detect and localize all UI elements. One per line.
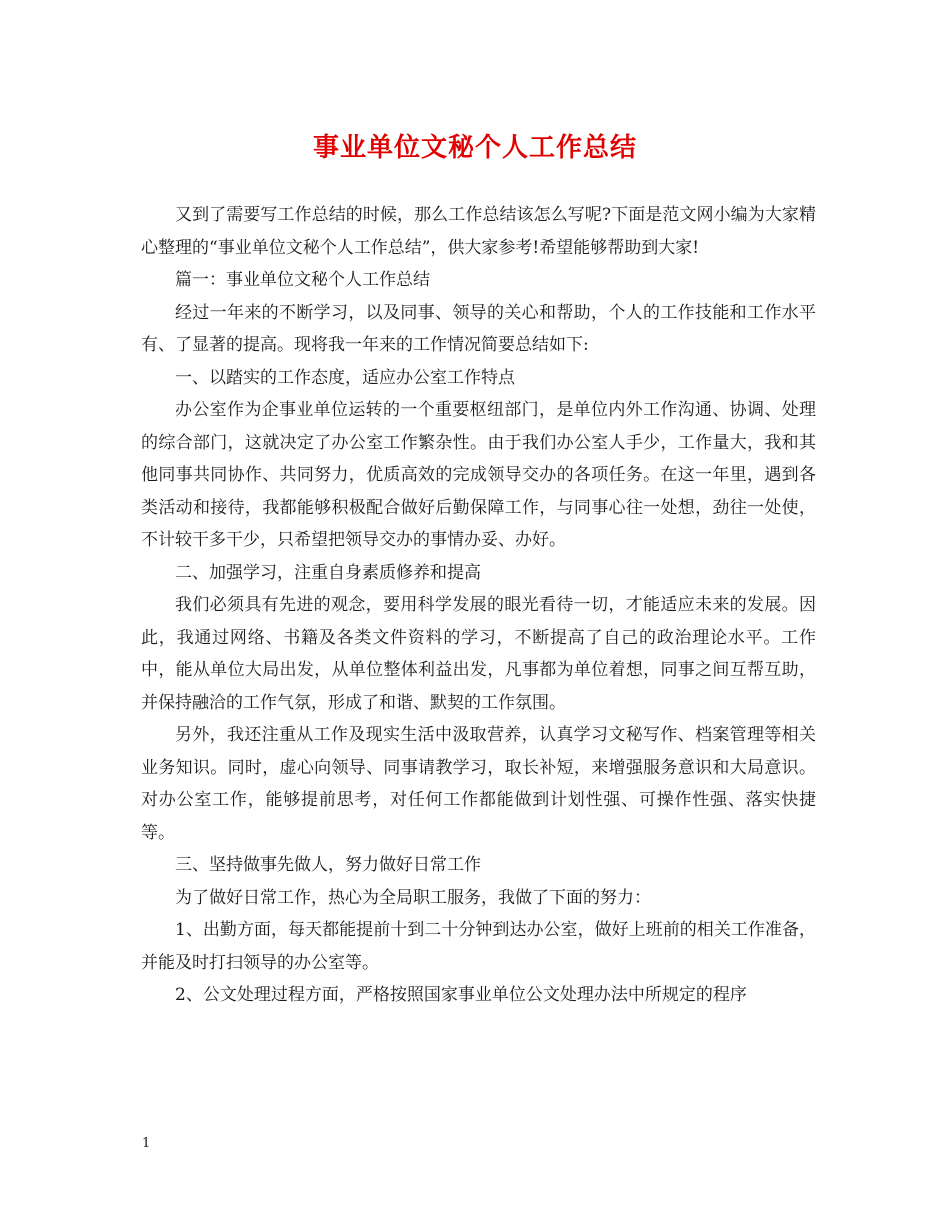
paragraph-section-heading-part-one: 篇一：事业单位文秘个人工作总结: [175, 270, 430, 290]
paragraph-intro: 又到了需要写工作总结的时候，那么工作总结该怎么写呢?下面是范文网小编为大家精心整理的“事业单位文秘个人工作总结”，供大家参考!希望能够帮助到大家!: [141, 205, 816, 258]
document-body: [141, 199, 816, 1012]
paragraph-item-document-handling: 2、公文处理过程方面，严格按照国家事业单位公文处理办法中所规定的程序: [175, 985, 747, 1005]
paragraph-item-attendance: 1、出勤方面，每天都能提前十到二十分钟到达办公室，做好上班前的相关工作准备，并能及时打扫领导的办公室等。: [141, 920, 816, 973]
paragraph-study: 我们必须具有先进的观念，要用科学发展的眼光看待一切，才能适应未来的发展。因此，我通过网络、书籍及各类文件资料的学习，不断提高了自己的政治理论水平。工作中，能从单位大局出发，从单位整体利益出发，凡事都为单位着想，同事之间互帮互助，并保持融洽的工作气氛，形成了和谐、默契的工作氛围。: [141, 595, 816, 713]
paragraph-overview: 经过一年来的不断学习，以及同事、领导的关心和帮助，个人的工作技能和工作水平有、了显著的提高。现将我一年来的工作情况简要总结如下:: [141, 302, 816, 355]
paragraph-heading-three: 三、坚持做事先做人，努力做好日常工作: [175, 855, 481, 875]
paragraph-office-work: 办公室作为企事业单位运转的一个重要枢纽部门，是单位内外工作沟通、协调、处理的综合部门，这就决定了办公室工作繁杂性。由于我们办公室人手少，工作量大，我和其他同事共同协作、共同努力，优质高效的完成领导交办的各项任务。在这一年里，遇到各类活动和接待，我都能够积极配合做好后勤保障工作，与同事心往一处想，劲往一处使，不计较干多干少，只希望把领导交办的事情办妥、办好。: [141, 400, 816, 550]
paragraph-heading-two: 二、加强学习，注重自身素质修养和提高: [175, 562, 481, 583]
paragraph-heading-one: 一、以踏实的工作态度，适应办公室工作特点: [175, 367, 515, 388]
document-title: 事业单位文秘个人工作总结: [312, 133, 637, 163]
paragraph-additional: 另外，我还注重从工作及现实生活中汲取营养，认真学习文秘写作、档案管理等相关业务知识。同时，虚心向领导、同事请教学习，取长补短，来增强服务意识和大局意识。对办公室工作，能够提前思考，对任何工作都能做到计划性强、可操作性强、落实快捷等。: [141, 725, 816, 843]
paragraph-daily-work-intro: 为了做好日常工作，热心为全局职工服务，我做了下面的努力：: [175, 887, 651, 908]
page-number: 1: [142, 1136, 151, 1151]
